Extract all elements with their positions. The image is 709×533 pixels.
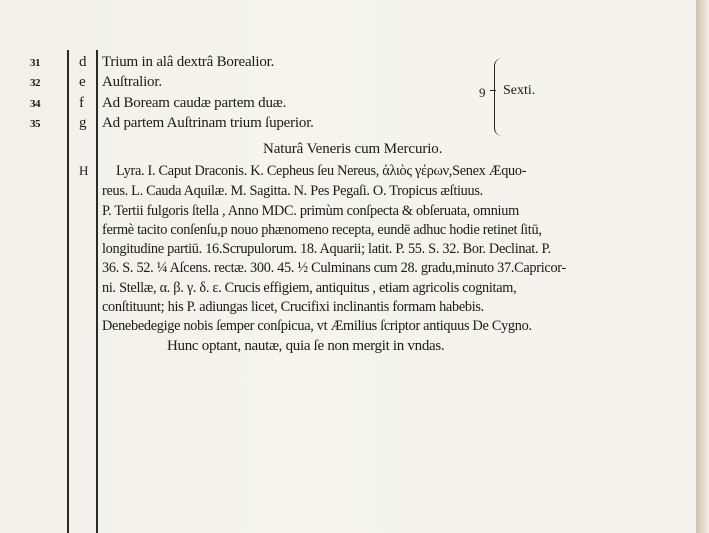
section-subtitle: Naturâ Veneris cum Mercurio.	[263, 141, 443, 157]
body-line: 36. S. 52. ¼ Aſcens. rectæ. 300. 45. ½ Culminans cum 28. gradu,minuto 37.Capricor-	[102, 260, 566, 276]
row-text: Ad partem Auſtrinam trium ſuperior.	[102, 115, 314, 131]
body-line: longitudine partiū. 16.Scrupulorum. 18. Aquarii; latit. P. 55. S. 32. Bor. Declinat. P.	[102, 241, 551, 257]
row-letter: g	[79, 115, 87, 131]
row-text: Trium in alâ dextrâ Borealior.	[102, 54, 275, 70]
body-line: Lyra. I. Caput Draconis. K. Cepheus ſeu Nereus, ἁλιὸς γέρων,Senex Æquo-	[116, 163, 527, 179]
number-column-rule	[67, 50, 69, 533]
section-letter: H	[79, 163, 89, 178]
row-number: 35	[30, 118, 40, 130]
body-line: P. Tertii fulgoris ſtella , Anno MDC. primùm conſpecta & obſeruata, omnium	[102, 203, 519, 219]
page-edge	[696, 0, 709, 533]
body-line: fermè tacito conſenſu,p nouo phænomeno recepta, eundē adhuc hodie retinet ſitū,	[102, 222, 542, 238]
row-letter: d	[79, 54, 87, 70]
row-number: 34	[30, 98, 40, 110]
group-brace-tip	[490, 90, 496, 97]
group-label: Sexti.	[503, 83, 536, 98]
row-text: Ad Boream caudæ partem duæ.	[102, 95, 287, 111]
body-line: conſtituunt; his P. adiungas licet, Crucifixi inclinantis formam habebis.	[102, 299, 484, 315]
group-mark: 9	[479, 85, 486, 100]
body-line: reus. L. Cauda Aquilæ. M. Sagitta. N. Pes Pegaſi. O. Tropicus æſtiuus.	[102, 183, 483, 199]
row-letter: e	[79, 74, 86, 90]
body-line: ni. Stellæ, α. β. γ. δ. ε. Crucis effigiem, antiquitus , etiam agricolis cognitam,	[102, 280, 517, 296]
row-letter: f	[79, 95, 84, 111]
closing-verse: Hunc optant, nautæ, quia ſe non mergit in vndas.	[167, 338, 445, 354]
row-number: 31	[30, 57, 40, 69]
letter-column-rule	[96, 50, 98, 533]
row-number: 32	[30, 77, 40, 89]
row-text: Auſtralior.	[102, 74, 162, 90]
body-line: Denebedegige nobis ſemper conſpicua, vt Æmilius ſcriptor antiquus De Cygno.	[102, 318, 532, 334]
